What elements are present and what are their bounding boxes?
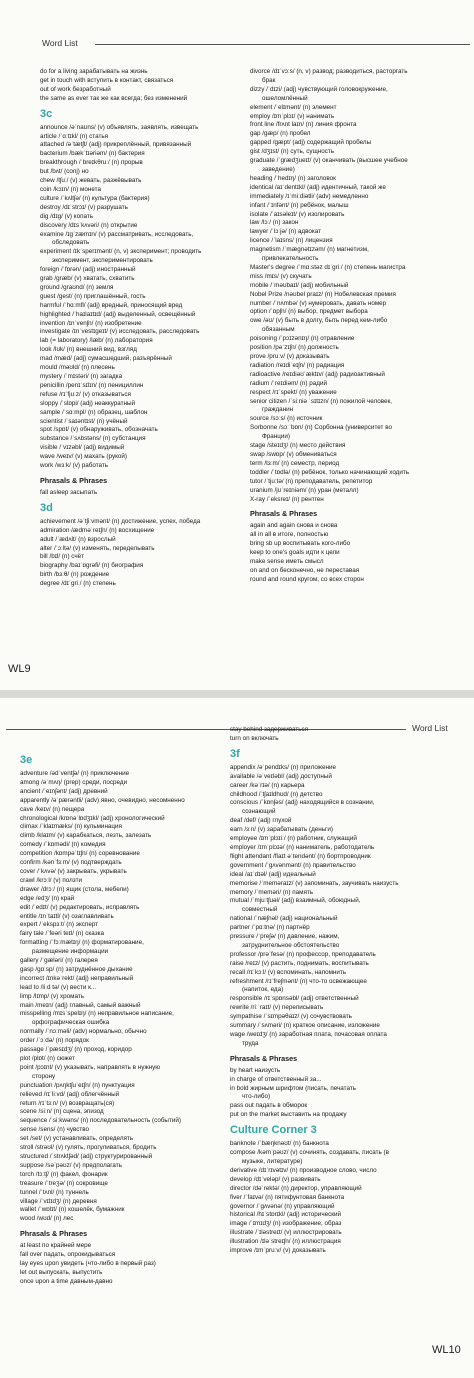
vocab-entry: mobile /ˈməʊbaɪl/ (adj) мобильный [250,281,349,289]
vocab-entry: recall /rɪˈkɔːl/ (v) вспоминать, напомнить [230,968,347,976]
vocab-entry: look /lʊk/ (n) внешний вид, взгляд [40,346,137,354]
vocab-entry: village /ˈvɪlɪdʒ/ (n) деревня [20,1197,97,1205]
vocab-entry: order /ˈɔːdə/ (n) порядок [20,1037,89,1045]
vocab-entry: climax /ˈklaɪmæks/ (n) кульминация [20,823,122,831]
vocab-entry: stage /steɪdʒ/ (n) место действия [250,442,346,450]
entry-continuation: эксперимент, экспериментировать [52,257,153,265]
vocab-entry: lay eyes upon увидеть (что-либо в первый раз) [20,1259,156,1267]
vocab-entry: radioactive /reɪdiəʊˈæktɪv/ (adj) радиоактивный [250,370,385,378]
phrasals-heading: Phrasals & Phrases [230,1053,298,1063]
vocab-entry: culture /ˈkʌltʃə/ (n) культура (бактерия) [40,194,150,202]
vocab-entry: the same as ever так же как всегда; без изменений [40,94,188,102]
vocab-entry: let out выпускать, выпустить [20,1268,103,1276]
vocab-entry: director /dəˈrektə/ (n) директор, управляющий [230,1184,362,1192]
vocab-entry: keep to one's goals идти к цели [250,549,340,557]
vocab-entry: scene /siːn/ (n) сцена, эпизод [20,1108,104,1116]
vocab-entry: summary /ˈsʌməri/ (n) краткое описание, изложение [230,1022,380,1030]
vocab-entry: punctuation /pʌŋktʃuˈeɪʃn/ (n) пунктуация [20,1081,135,1089]
vocab-entry: magnetism /ˈmæɡnətɪzəm/ (n) магнетизм, [250,246,369,254]
vocab-entry: flight attendant /flaɪt əˈtendənt/ (n) бортпроводник [230,852,371,860]
vocab-entry: miss /mɪs/ (v) скучать [250,272,312,280]
vocab-entry: national /ˈnæʃnəl/ (adj) национальный [230,915,338,923]
vocab-entry: comedy /ˈkɒmədi/ (n) комедия [20,841,106,849]
vocab-entry: mould /məʊld/ (n) плесень [40,364,115,372]
vocab-entry: suppose /səˈpəʊz/ (v) предполагать [20,1161,122,1169]
entry-continuation: размещение информации [32,948,109,956]
vocab-entry: mad /mæd/ (adj) сумасшедший, разъярённый [40,355,172,363]
entry-continuation: музыке, литературе) [242,1157,303,1165]
vocab-entry: competition /kɒmpəˈtɪʃn/ (n) соревнование [20,850,140,858]
vocab-entry: destroy /dɪˈstrɔɪ/ (v) разрушать [40,203,128,211]
vocab-entry: available /əˈveɪləbl/ (adj) доступный [230,772,332,780]
vocab-entry: fall over падать, опрокидываться [20,1251,116,1259]
vocab-entry: wage /weɪdʒ/ (n) заработная плата, почасовая оплата [230,1031,387,1038]
page-header-title: Word List [42,38,78,48]
entry-continuation: орфографическая ошибка [32,1019,110,1027]
vocab-entry: element /ˈelɪmənt/ (n) элемент [250,103,337,111]
vocab-entry: deaf /def/ (adj) глухой [230,817,292,825]
vocab-entry: wave /weɪv/ (v) махать (рукой) [40,453,128,461]
vocab-entry: governor /ˈɡʌvənə/ (n) управляющий [230,1202,335,1210]
section-heading: 3e [20,754,33,766]
entry-continuation: обязанным [262,326,295,334]
vocab-entry: heading /ˈhedɪŋ/ (n) заголовок [250,174,336,182]
vocab-entry: front line /frʌnt laɪn/ (n) линия фронта [250,121,357,129]
vocab-entry: investigate /ɪnˈvestɪɡeɪt/ (v) исследовать, расследовать [40,328,200,336]
vocab-entry: fairy tale /ˈfeəri teɪl/ (n) сказка [20,930,104,938]
vocab-entry: sequence /ˈsiːkwəns/ (n) последовательность (событий) [20,1117,181,1125]
vocab-entry: memory /ˈmeməri/ (n) память [230,888,314,896]
vocab-entry: memorise /ˈmeməraɪz/ (v) запоминать, заучивать наизусть [230,879,399,887]
vocab-entry: return /rɪˈtɜːn/ (v) возвращать(ся) [20,1099,115,1107]
vocab-entry: identical /aɪˈdentɪkl/ (adj) идентичный, такой же [250,183,386,191]
vocab-entry: employee /ɪmˈplɔɪiː/ (n) работник, служащий [230,835,357,843]
vocab-entry: dizzy /ˈdɪzi/ (adj) чувствующий головокружение, [250,85,388,93]
vocab-entry: alter /ˈɔːltə/ (v) изменять, переделывать [40,544,155,552]
vocab-entry: senior citizen /ˈsiːniə ˈsɪtɪzn/ (n) пожилой человек, [250,397,393,405]
vocab-entry: tunnel /ˈtʌnl/ (n) туннель [20,1188,89,1196]
vocab-entry: degree /dɪˈɡriː/ (n) степень [40,580,116,588]
vocab-entry: out of work безработный [40,85,111,93]
vocab-entry: tutor /ˈtjuːtə/ (n) преподаватель, репетитор [250,477,373,485]
section-heading: 3c [40,107,53,120]
phrasals-heading: Phrasals & Phrases [20,1229,88,1239]
vocab-entry: crawl /krɔːl/ (v) ползти [20,876,83,884]
vocab-entry: law /lɔː/ (n) закон [250,219,299,227]
vocab-entry: point /pɔɪnt/ (v) указывать, направлять в нужную [20,1063,161,1071]
vocab-entry: foreign /ˈfɒrən/ (adj) иностранный [40,266,136,274]
section-heading: 3f [230,747,240,760]
vocab-entry: grab /ɡræb/ (v) хватать, схватить [40,275,135,283]
vocab-entry: ideal /aɪˈdɪəl/ (adj) идеальный [230,870,316,878]
phrasals-heading: Phrasals & Phrases [250,509,318,519]
vocab-entry: partner /ˈpɑːtnə/ (n) партнёр [230,924,310,932]
vocab-entry: drawer /drɔː/ (n) ящик (стола, мебели) [20,885,129,893]
entry-continuation: ошеломлённый [262,94,308,102]
vocab-entry: get in touch with вступить в контакт, связаться [40,76,174,84]
vocab-entry: isolate /ˈaɪsəleɪt/ (v) изолировать [250,210,345,218]
vocab-entry: edit /ˈedɪt/ (v) редактировать, исправлять [20,903,140,911]
vocab-entry: prove /pruːv/ (v) доказывать [250,353,330,360]
vocab-entry: admiration /ædməˈreɪʃn/ (n) восхищение [40,526,155,534]
entry-continuation: Франции) [262,433,291,441]
vocab-entry: appendix /əˈpendɪks/ (n) приложение [230,763,336,771]
vocab-entry: ground /ɡraʊnd/ (n) земля [40,283,114,291]
vocab-entry: sense /sens/ (n) чувство [20,1126,90,1134]
entry-continuation: труда [242,1039,259,1047]
vocab-entry: make sense иметь смысл [250,557,324,565]
vocab-entry: respect /rɪˈspekt/ (n) уважение [250,388,337,396]
vocab-entry: wallet /ˈwɒlɪt/ (n) кошелёк, бумажник [20,1206,125,1214]
right-column [230,726,455,1256]
vocab-entry: achievement /əˈtʃiːvmənt/ (n) достижение, успех, победа [40,517,201,525]
vocab-entry: gist /dʒɪst/ (n) суть, сущность [250,148,335,156]
vocab-entry: at least по крайней мере [20,1242,92,1250]
vocab-entry: but /bʌt/ (conj) но [40,168,89,176]
vocab-entry: employ /ɪmˈplɔɪ/ (v) нанимать [250,112,335,120]
vocab-entry: gasp /ɡɑːsp/ (n) затруднённое дыхание [20,965,133,973]
vocab-entry: among /əˈmʌŋ/ (prep) среди, посреди [20,778,128,786]
vocab-entry: bacterium /bækˈtɪəriəm/ (n) бактерия [40,150,145,158]
vocab-entry: employer /ɪmˈplɔɪə/ (n) наниматель, работодатель [230,843,375,851]
vocab-entry: lab (= laboratory) /læb/ (n) лаборатория [40,337,153,345]
vocab-entry: harmful /ˈhɑːmfl/ (adj) вредный, приносящий вред [40,301,183,309]
vocab-entry: passage /ˈpæsɪdʒ/ (n) проход, коридор [20,1046,132,1054]
vocab-entry: government /ˈɡʌvənmənt/ (n) правительство [230,861,356,869]
vocab-entry: earn /ɜːn/ (v) зарабатывать (деньги) [230,826,333,834]
vocab-entry: cover /ˈkʌvə/ (v) закрывать, укрывать [20,867,127,875]
entry-continuation: привлекательность [262,255,319,263]
vocab-entry: refreshment /rɪˈfreʃmənt/ (n) что-то освежающее [230,977,367,985]
vocab-entry: visible /ˈvɪzəbl/ (adj) видимый [40,444,125,452]
vocab-entry: expert /ˈekspɜːt/ (n) эксперт [20,921,99,929]
entry-continuation: брак [262,76,276,84]
vocab-entry: number /ˈnʌmbə/ (v) нумеровать, давать номер [250,299,387,307]
vocab-entry: conscious /ˈkɒnʃəs/ (adj) находящийся в сознании, [230,799,375,807]
vocab-entry: sample /ˈsɑːmpl/ (n) образец, шаблон [40,408,148,416]
vocab-entry: licence /ˈlaɪsns/ (n) лицензия [250,237,333,245]
vocab-entry: in bold жирным шрифтом (писать, печатать [230,1084,357,1092]
vocab-entry: develop /dɪˈveləp/ (v) развивать [230,1175,321,1183]
vocab-entry: attached /əˈtætʃt/ (adj) прикреплённый, привязанный [40,141,192,149]
vocab-entry: lawyer /ˈlɔːjə/ (n) адвокат [250,228,322,236]
vocab-entry: illustrate /ˈɪləstreɪt/ (v) иллюстрировать [230,1229,342,1237]
header-rule [95,44,470,45]
vocab-entry: Master's degree /ˈmɑːstəz dɪˈɡriː/ (n) степень магистра [250,263,406,271]
vocab-entry: work /wɜːk/ (v) работать [40,462,109,470]
left-column [40,68,245,589]
vocab-entry: bill /bɪl/ (n) счёт [40,553,85,561]
vocab-entry: graduate /ˈɡrædʒueɪt/ (v) оканчивать (высшее учебное [250,157,408,165]
word-list-page-wl10 [0,698,474,1378]
vocab-entry: birth /bɜːθ/ (n) рождение [40,571,110,579]
page-code: WL10 [432,1344,461,1356]
vocab-entry: fiver /ˈfaɪvə/ (n) пятифунтовая банкнота [230,1193,345,1201]
vocab-entry: wood /wʊd/ (n) лес [20,1215,74,1223]
vocab-entry: option /ˈɒpʃn/ (n) выбор, предмет выбора [250,308,368,316]
left-column [20,750,225,1287]
vocab-entry: on and on бесконечно, не переставая [250,566,360,574]
vocab-entry: cave /keɪv/ (n) пещера [20,805,85,813]
vocab-entry: improve /ɪmˈpruːv/ (v) доказывать [230,1247,326,1255]
vocab-entry: swap /swɒp/ (v) обмениваться [250,450,337,458]
vocab-entry: historical /hɪˈstɒrɪkl/ (adj) исторический [230,1211,342,1219]
page-header-title: Word List [412,723,448,733]
vocab-entry: apparently /əˈpærəntli/ (adv) явно, очевидно, несомненно [20,796,185,804]
vocab-entry: substance /ˈsʌbstəns/ (n) субстанция [40,435,146,443]
vocab-entry: breakthrough /ˈbreɪkθruː/ (n) прорыв [40,159,143,167]
vocab-entry: announce /əˈnaʊns/ (v) объявлять, заявлять, извещать [40,123,199,131]
vocab-entry: entitle /ɪnˈtaɪtl/ (v) озаглавливать [20,912,114,920]
vocab-entry: scientist /ˈsaɪəntɪst/ (n) учёный [40,417,128,425]
vocab-entry: in charge of ответственный за... [230,1075,322,1083]
entry-continuation: сторону [32,1072,56,1080]
vocab-entry: banknote /ˈbæŋknəʊt/ (n) банкнота [230,1140,329,1148]
vocab-entry: formatting /ˈfɔːmætɪŋ/ (n) форматирование, [20,939,144,947]
vocab-entry: professor /prəˈfesə/ (n) профессор, преподаватель [230,950,376,958]
vocab-entry: biography /baɪˈɒɡrəfi/ (n) биография [40,562,144,570]
vocab-entry: climb /klaɪm/ (v) карабкаться, лезть, залезать [20,832,152,840]
vocab-entry: gallery /ˈɡæləri/ (n) галерея [20,957,98,965]
vocab-entry: X-ray /ˈeksreɪ/ (n) рентген [250,495,324,503]
vocab-entry: gap /ɡæp/ (n) пробел [250,130,311,138]
vocab-entry: by heart наизусть [230,1066,281,1074]
vocab-entry: radiation /reɪdiˈeɪʃn/ (n) радиация [250,361,345,369]
vocab-entry: turn on включать [230,734,279,742]
vocab-entry: childhood /ˈtʃaɪldhʊd/ (n) детство [230,790,323,798]
vocab-entry: Sorbonne /sɔːˈbɒn/ (n) Сорбонна (университет во [250,424,392,432]
vocab-entry: main /meɪn/ (adj) главный, самый важный [20,1001,141,1009]
vocab-entry: divorce /dɪˈvɔːs/ (n, v) развод; разводиться, расторгать [250,68,408,75]
vocab-entry: round and round кругом, со всех сторон [250,575,364,583]
vocab-entry: raise /reɪz/ (v) растить, поднимать, воспитывать [230,959,369,967]
vocab-entry: dig /dɪɡ/ (v) копать [40,212,94,220]
vocab-entry: invention /ɪnˈvenʃn/ (n) изобретение [40,319,142,327]
phrasals-heading: Phrasals & Phrases [40,475,108,485]
entry-continuation: сознающий [242,808,276,816]
entry-continuation: совместный [242,906,278,914]
vocab-entry: once upon a time давным-давно [20,1277,113,1285]
vocab-entry: position /pəˈzɪʃn/ (n) должность [250,344,339,352]
vocab-entry: plot /plɒt/ (n) сюжет [20,1055,75,1062]
section-heading: 3d [40,501,53,514]
vocab-entry: fall asleep засыпать [40,488,98,496]
vocab-entry: stay behind задерживаться [230,726,309,733]
right-column [250,68,472,585]
vocab-entry: lead to /liːd tə/ (v) вести к... [20,983,97,991]
entry-continuation: затруднительное обстоятельство [242,941,340,949]
vocab-entry: set /set/ (v) устанавливать, определять [20,1135,134,1143]
vocab-entry: sympathise /ˈsɪmpəθaɪz/ (v) сочувствовать [230,1013,352,1021]
vocab-entry: illustration /ɪləˈstreɪʃn/ (n) иллюстрация [230,1238,341,1246]
page-code: WL9 [8,663,31,675]
vocab-entry: put on the market выставить на продажу [230,1111,347,1119]
vocab-entry: chronological /krɒnəˈlɒdʒɪkl/ (adj) хронологический [20,814,165,822]
vocab-entry: discovery /dɪsˈkʌvəri/ (n) открытие [40,221,138,229]
vocab-entry: highlighted /ˈhaɪlaɪtɪd/ (adj) выделенный, освещённый [40,310,196,318]
vocab-entry: edge /edʒ/ (n) край [20,894,75,902]
vocab-entry: career /kəˈrɪə/ (n) карьера [230,781,305,789]
vocab-entry: all in all в итоге, полностью [250,531,329,539]
vocab-entry: gapped /ɡæpt/ (adj) содержащий пробелы [250,139,372,147]
vocab-entry: incorrect /ɪnkəˈrekt/ (adj) неправильный [20,974,134,982]
vocab-entry: pressure /ˈpreʃə/ (n) давление, нажим, [230,933,340,941]
vocab-entry: coin /kɔɪn/ (n) монета [40,185,101,193]
vocab-entry: owe /əʊ/ (v) быть в долгу, быть перед кем-либо [250,317,388,325]
vocab-entry: image /ˈɪmɪdʒ/ (n) изображение, образ [230,1220,342,1228]
section-heading: Culture Corner 3 [230,1124,317,1137]
vocab-entry: guest /ɡest/ (n) приглашённый, гость [40,292,146,300]
vocab-entry: chew /tʃuː/ (v) жевать, разжёвывать [40,177,142,185]
vocab-entry: examine /ɪɡˈzæmɪn/ (v) рассматривать, исследовать, [40,230,194,238]
vocab-entry: uranium /jʊˈreɪniəm/ (n) уран (металл) [250,486,359,494]
vocab-entry: limp /lɪmp/ (v) хромать [20,992,85,1000]
entry-continuation: (напиток, еда) [242,986,284,994]
vocab-entry: confirm /kənˈfɜːm/ (v) подтверждать [20,859,122,867]
vocab-entry: sloppy /ˈslɒpi/ (adj) неаккуратный [40,399,136,407]
vocab-entry: immediately /ɪˈmiːdiətli/ (adv) немедленно [250,192,369,200]
vocab-entry: structured /ˈstrʌktʃəd/ (adj) структурированный [20,1152,153,1160]
vocab-entry: compose /kəmˈpəʊz/ (v) сочинять, создавать, писать (в [230,1149,389,1157]
vocab-entry: stroll /strəʊl/ (v) гулять, прогуливаться, бродить [20,1144,157,1152]
vocab-entry: again and again снова и снова [250,522,338,530]
vocab-entry: pass out падать в обморок [230,1102,308,1110]
vocab-entry: toddler /ˈtɒdlə/ (n) ребёнок, только начинающий ходить [250,468,410,476]
vocab-entry: spot /spɒt/ (v) обнаруживать, обозначать [40,426,158,434]
vocab-entry: radium /ˈreɪdiəm/ (n) радий [250,379,327,387]
vocab-entry: ancient /ˈeɪnʃənt/ (adj) древний [20,787,108,795]
vocab-entry: relieved /rɪˈliːvd/ (adj) облегчённый [20,1090,120,1098]
entry-continuation: что-либо) [242,1093,271,1101]
entry-continuation: обследовать [52,239,90,247]
vocab-entry: infant /ˈɪnfənt/ (n) ребёнок, малыш [250,201,349,209]
vocab-entry: adult /ˈædʌlt/ (n) взрослый [40,535,116,543]
vocab-entry: term /tɜːm/ (n) семестр, период [250,459,340,467]
vocab-entry: responsible /rɪˈspɒnsəbl/ (adj) ответственный [230,995,359,1003]
vocab-entry: experiment /ɪkˈsperɪmənt/ (n, v) эксперимент; проводить [40,248,202,256]
vocab-entry: adventure /ədˈventʃə/ (n) приключение [20,770,130,777]
vocab-entry: Nobel Prize /nəʊbel praɪz/ (n) Нобелевская премия [250,290,396,298]
vocab-entry: derivative /dɪˈrɪvətɪv/ (n) производное слово, число [230,1166,377,1174]
vocab-entry: refuse /rɪˈfjuːz/ (v) отказываться [40,390,131,398]
vocab-entry: penicillin /penɪˈsɪlɪn/ (n) пенициллин [40,381,144,389]
entry-continuation: гражданин [262,406,294,414]
vocab-entry: misspelling /mɪsˈspelɪŋ/ (n) неправильное написание, [20,1010,174,1018]
vocab-entry: source /sɔːs/ (n) источник [250,415,323,423]
vocab-entry: do for a living зарабатывать на жизнь [40,68,148,75]
vocab-entry: torch /tɔːtʃ/ (n) факел, фонарик [20,1170,108,1178]
vocab-entry: bring sb up воспитывать кого-либо [250,540,351,548]
entry-continuation: заведение) [262,165,295,173]
vocab-entry: treasure /ˈtreʒə/ (n) сокровище [20,1179,108,1187]
vocab-entry: mystery /ˈmɪstəri/ (n) загадка [40,373,123,380]
vocab-entry: mutual /ˈmjuːtʃuəl/ (adj) взаимный, обоюдный, [230,897,361,905]
vocab-entry: rewrite /riːˈraɪt/ (v) переписывать [230,1004,324,1012]
vocab-entry: normally /ˈnɔːməli/ (adv) нормально, обычно [20,1028,147,1036]
vocab-entry: poisoning /ˈpɔɪzənɪŋ/ (n) отравление [250,335,355,343]
vocab-entry: article /ˈɑːtɪkl/ (n) статья [40,132,109,140]
